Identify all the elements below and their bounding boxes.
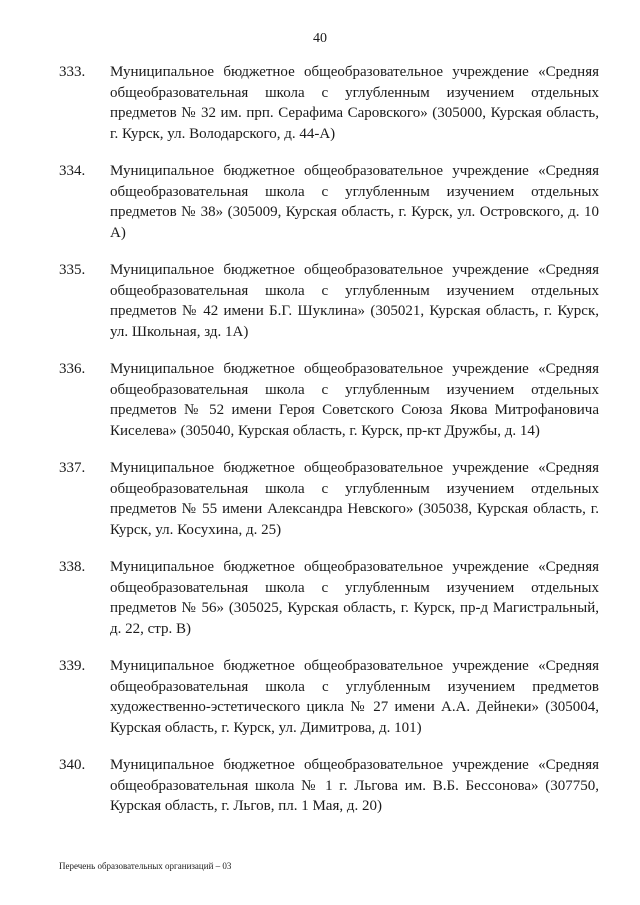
list-item (0, 755, 640, 854)
entry-text: Муниципальное бюджетное общеобразовательное учреждение «Средняя общеобразовательная школа с углубленным изучением предметов художественно-эстетического цикла № 27 имени А.А. Дейнеки» (305004, Курская область, г. Курск, ул. Димитрова, д. 101) (110, 658, 599, 736)
entry-text: Муниципальное бюджетное общеобразовательное учреждение «Средняя общеобразовательная школа с углубленным изучением отдельных предметов № 42 имени Б.Г. Шуклина» (305021, Курская область, г. Курск, ул. Школьная, зд. 1А) (110, 262, 599, 340)
list-item (0, 260, 640, 359)
entry-text: Муниципальное бюджетное общеобразовательное учреждение «Средняя общеобразовательная школа с углубленным изучением отдельных предметов № 56» (305025, Курская область, г. Курск, пр-д Магистральный, д. 22, стр. В) (110, 559, 599, 637)
entry-text: Муниципальное бюджетное общеобразовательное учреждение «Средняя общеобразовательная школа с углубленным изучением отдельных предметов № 38» (305009, Курская область, г. Курск, ул. Островского, д. 10 А) (110, 163, 599, 241)
entry-number: 333. (59, 64, 86, 80)
entry-text: Муниципальное бюджетное общеобразовательное учреждение «Средняя общеобразовательная школа № 1 г. Льгова им. В.Б. Бессонова» (307750, Курская область, г. Льгов, пл. 1 Мая, д. 20) (110, 757, 599, 814)
page-number: 40 (313, 31, 327, 46)
entry-number: 336. (59, 361, 86, 377)
entry-number: 334. (59, 163, 86, 179)
list-item (0, 62, 640, 161)
list-item (0, 359, 640, 458)
entry-text: Муниципальное бюджетное общеобразовательное учреждение «Средняя общеобразовательная школа с углубленным изучением отдельных предметов № 52 имени Героя Советского Союза Якова Митрофановича Киселева» (305040, Курская область, г. Курск, пр-кт Дружбы, д. 14) (110, 361, 599, 439)
entry-text: Муниципальное бюджетное общеобразовательное учреждение «Средняя общеобразовательная школа с углубленным изучением отдельных предметов № 32 им. прп. Серафима Саровского» (305000, Курская область, г. Курск, ул. Володарского, д. 44-А) (110, 64, 599, 142)
list-item (0, 161, 640, 260)
entry-text: Муниципальное бюджетное общеобразовательное учреждение «Средняя общеобразовательная школа с углубленным изучением отдельных предметов № 55 имени Александра Невского» (305038, Курская область, г. Курск, ул. Косухина, д. 25) (110, 460, 599, 538)
entry-list (0, 62, 640, 854)
list-item (0, 557, 640, 656)
entry-number: 337. (59, 460, 86, 476)
list-item (0, 656, 640, 755)
entry-number: 335. (59, 262, 86, 278)
document-footer: Перечень образовательных организаций – 03 (59, 861, 232, 871)
entry-number: 340. (59, 757, 86, 773)
list-item (0, 458, 640, 557)
entry-number: 339. (59, 658, 86, 674)
entry-number: 338. (59, 559, 86, 575)
